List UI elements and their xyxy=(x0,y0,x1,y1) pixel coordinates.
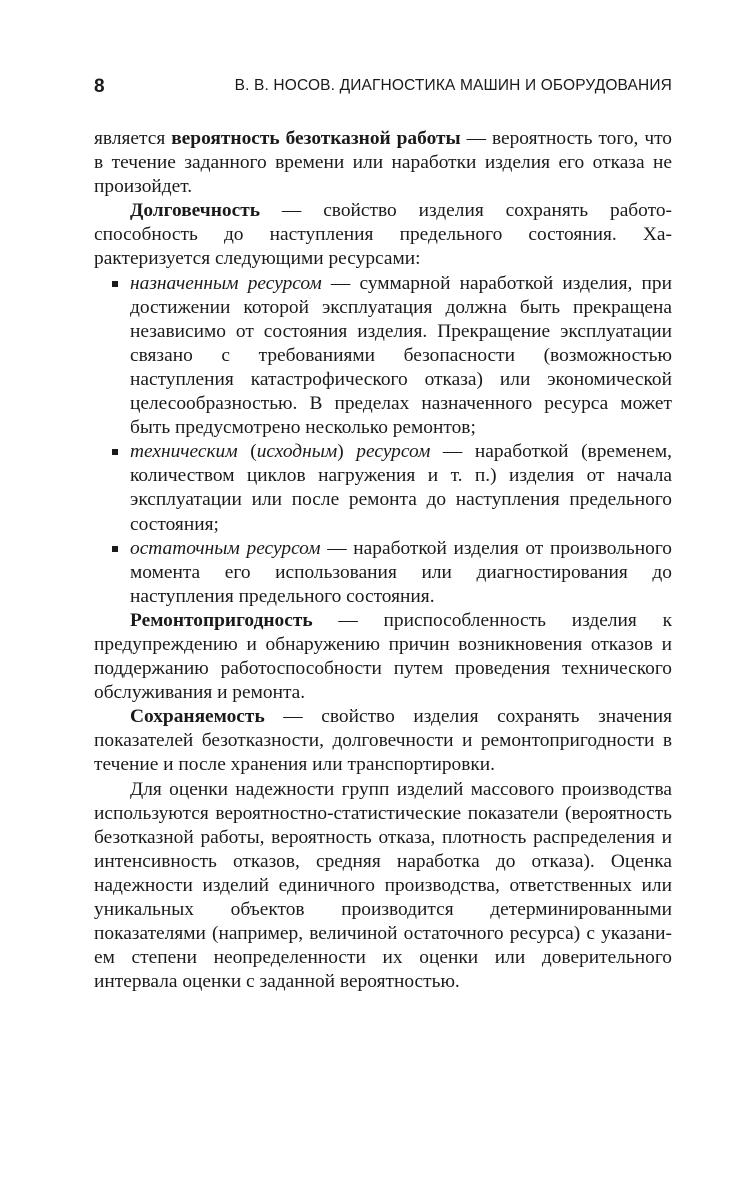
term-initial: исходным xyxy=(256,441,338,463)
resource-list xyxy=(94,272,672,609)
bullet-square-icon xyxy=(112,281,118,287)
paragraph-reliability-assessment: Для оценки надежности групп изделий массового производства используются вероятностно-статистические показатели (вероятность безотказной работы, вероятность отказа, плотность распределения и интенсивность отказов, средняя наработка до отказа). Оценка надежности изделий единичного производства, ответственных или уникальных объектов производится детерминированными показателями (например, величиной остаточного ресурса) с указанием степени неопределенности их оценки или доверительного интервала оценки с заданной вероятностью. xyxy=(94,778,672,993)
page-header xyxy=(94,76,672,100)
term-durability: Долговечность xyxy=(130,200,260,222)
page-body xyxy=(94,127,672,994)
term-storability: Сохраняемость xyxy=(130,706,265,728)
term-resource: ресурсом xyxy=(356,441,431,463)
paragraph-text: является xyxy=(94,128,172,149)
bullet-square-icon xyxy=(112,449,118,455)
page-number: 8 xyxy=(94,76,105,97)
term-technical: техническим xyxy=(130,441,238,463)
paragraph-text: — свойство изделия сохранять работоспособность до наступления предельного состояния. Характеризуется следующими ресурсами: xyxy=(94,200,672,270)
term-residual-resource: остаточным ресурсом xyxy=(130,537,321,559)
paragraph-text: — вероятность того, что в течение заданного времени или наработки изделия его отказа не произойдет. xyxy=(94,128,672,198)
term-assigned-resource: назначенным ресурсом xyxy=(130,272,322,294)
paragraph-text: — свойство изделия сохранять значения показателей безотказности, долговечности и ремонтопригодности в течение и после хранения или транспортировки. xyxy=(94,706,672,776)
list-item-assigned-resource xyxy=(94,272,672,441)
paragraph-text: — приспособленность изделия к предупреждению и обнаружению причин возникновения отказов и поддержанию работоспособности путем проведения технического обслуживания и ремонта. xyxy=(94,609,672,704)
list-item-technical-resource xyxy=(94,440,672,536)
list-item-text: — суммарной наработкой изделия, при достижении которой эксплуатация должна быть прекращена независимо от состояния изделия. Прекращение эксплуатации связано с требованиями безопасности (возможностью наступления катастрофического отказа) или экономической целесообразностью. В пределах назначенного ресурса может быть предусмотрено несколько ремонтов; xyxy=(130,272,672,439)
running-head: В. В. НОСОВ. ДИАГНОСТИКА МАШИН И ОБОРУДОВАНИЯ xyxy=(234,77,672,94)
bullet-square-icon xyxy=(112,546,118,552)
paragraph-reliability-probability xyxy=(94,127,672,199)
term-maintainability: Ремонтопригодность xyxy=(130,609,313,631)
term-reliability-probability: вероятность безотказной работы xyxy=(171,128,461,149)
paragraph-durability xyxy=(94,199,672,271)
paren-open: ( xyxy=(237,441,257,463)
paragraph-maintainability xyxy=(94,609,672,705)
paragraph-storability xyxy=(94,705,672,777)
list-item-text: — наработкой (временем, количеством циклов нагружения и т. п.) изделия от начала эксплуатации или после ремонта до наступления предельного состояния; xyxy=(130,441,672,535)
paren-close: ) xyxy=(337,441,357,463)
list-item-residual-resource xyxy=(94,537,672,609)
list-item-text: — наработкой изделия от произвольного момента его использования или диагностирования до наступления предельного состояния. xyxy=(130,537,672,607)
